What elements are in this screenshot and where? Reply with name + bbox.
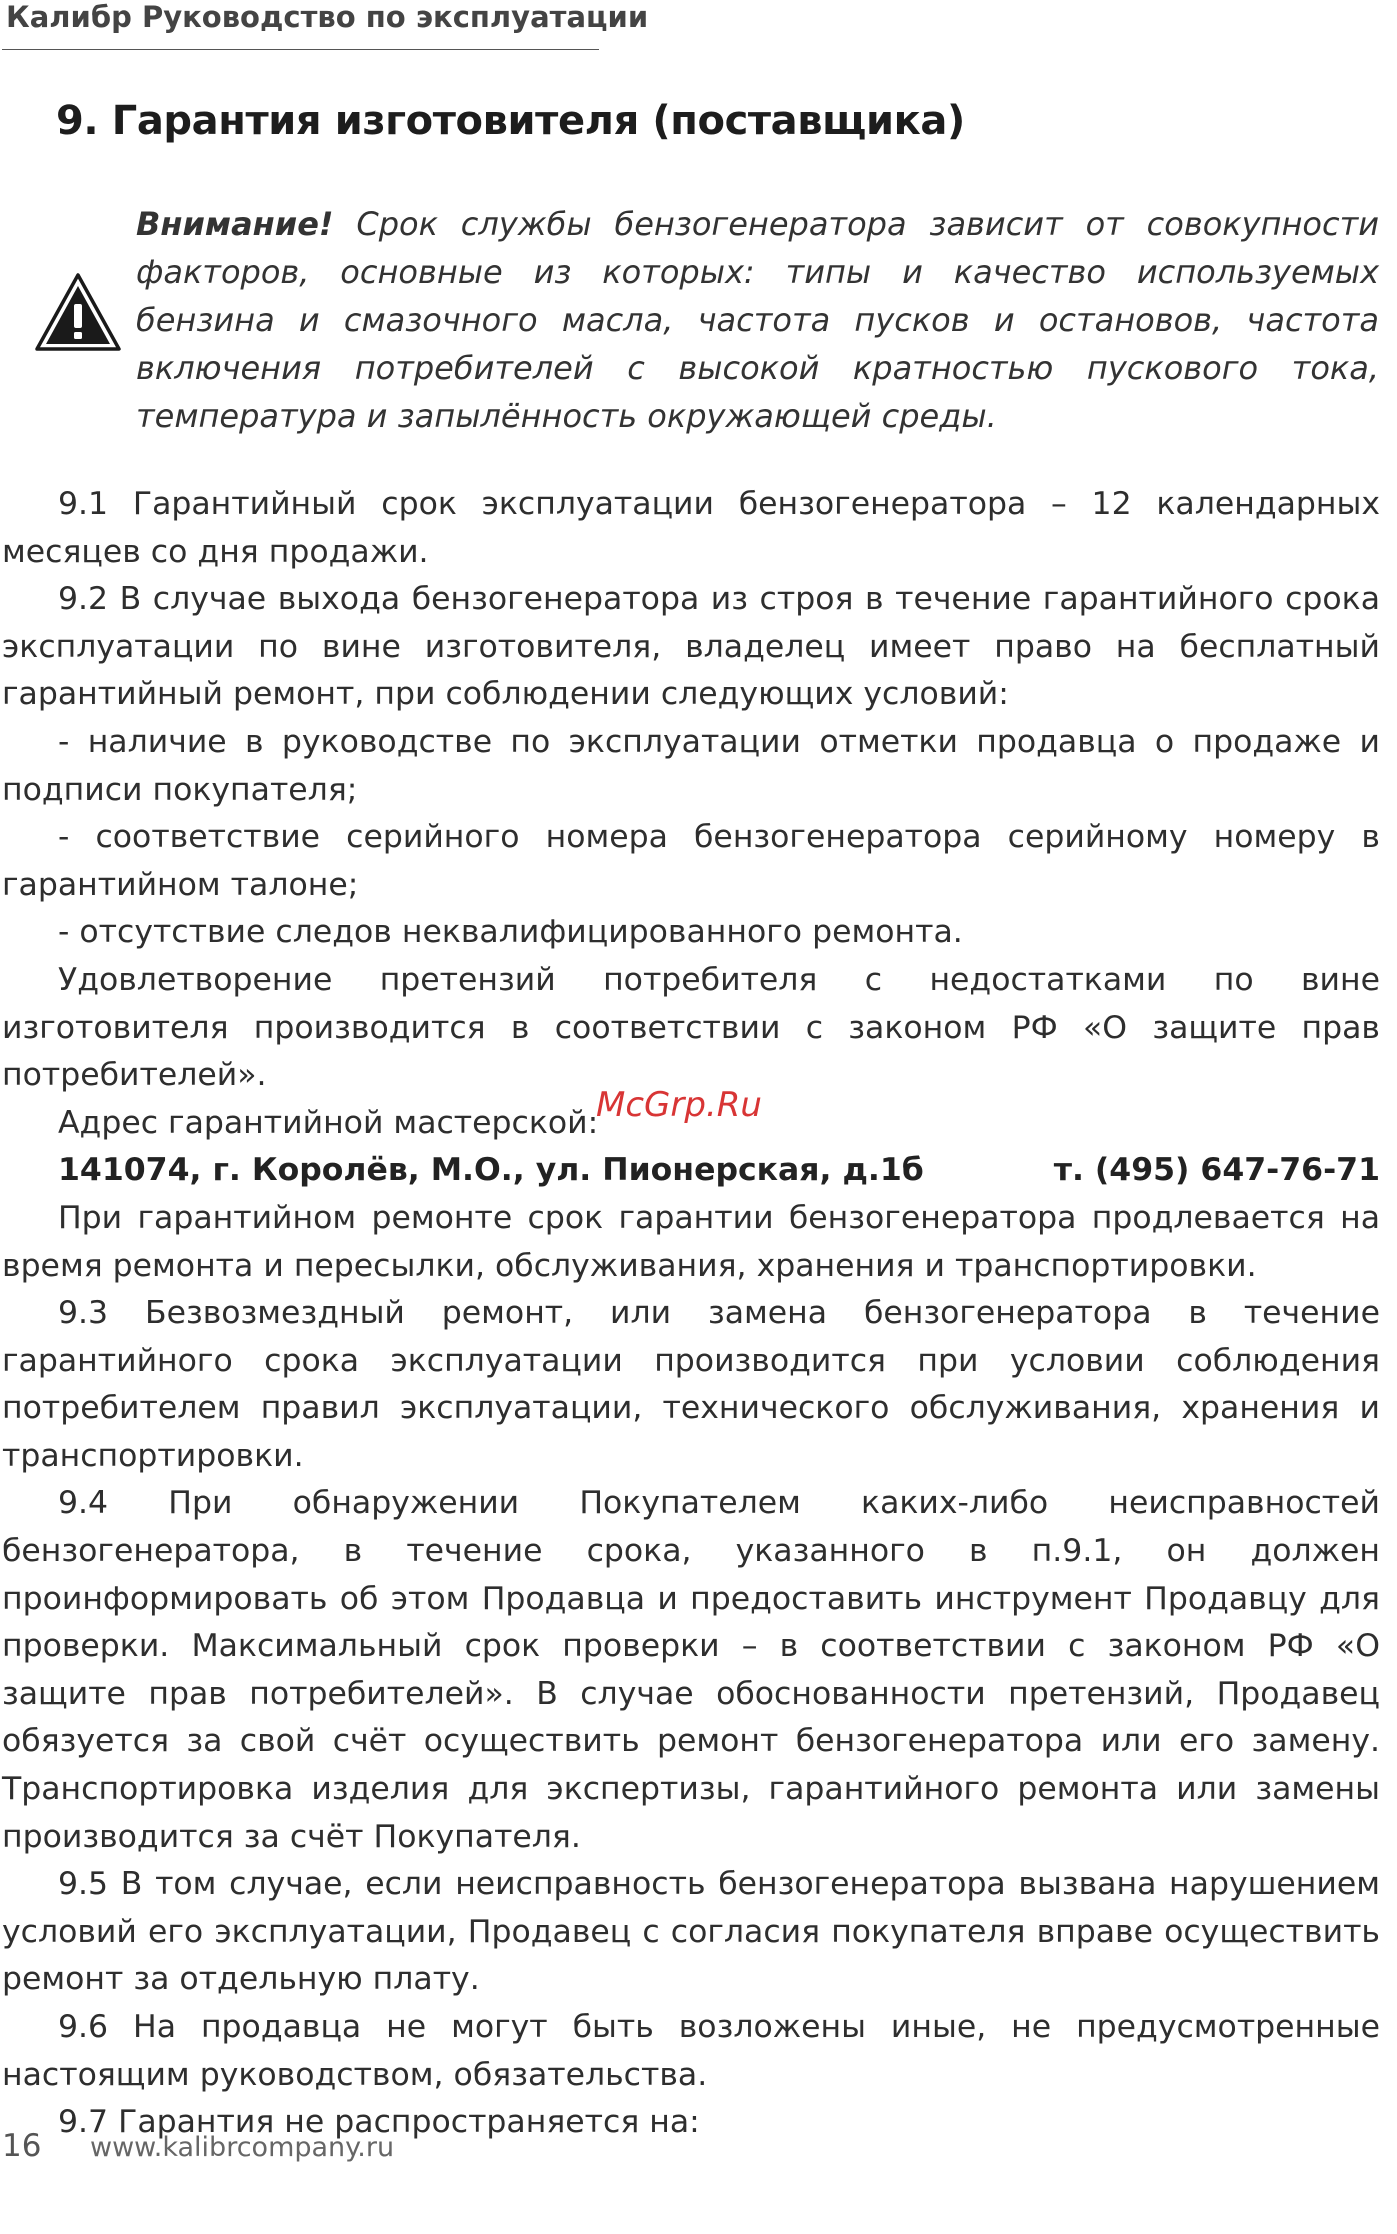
paragraph-9-7: 9.7 Гарантия не распространяется на: [58, 2104, 700, 2141]
paragraph-9-4: 9.4 При обнаружении Покупателем каких-либо неисправностей бензогенератора, в течение срока, указанного в п.9.1, он должен проинформировать об этом Продавца и предоставить инструмент Продавцу для проверки. Максимальный срок проверки – в соответствии с законом РФ «О защите прав потребителей». В случае обоснованности претензий, Продавец обязуется за свой счёт осуществить ремонт бензогенератора или его замену. Транспортировка изделия для экспертизы, гарантийного ремонта или замены производится за счёт Покупателя. [2, 1485, 1380, 1855]
condition-1: - наличие в руководстве по эксплуатации отметки продавца о продаже и подписи покупателя; [2, 723, 1380, 808]
workshop-address-line [2, 1147, 1380, 1195]
warning-triangle-icon [34, 272, 122, 352]
extension-paragraph: При гарантийном ремонте срок гарантии бензогенератора продлевается на время ремонта и пересылки, обслуживания, хранения и транспортировки. [2, 1199, 1380, 1284]
header-rule [2, 49, 599, 50]
workshop-address: 141074, г. Королёв, М.О., ул. Пионерская, д.1б [58, 1152, 924, 1189]
warning-body: Срок службы бензогенератора зависит от совокупности факторов, основные из которых: типы и качество используемых бензина и смазочного масла, частота пусков и остановов, частота включения потребителей с высокой кратностью пускового тока, температура и запылённость окружающей среды. [136, 205, 1379, 435]
running-header: Калибр Руководство по эксплуатации [6, 0, 649, 34]
paragraph-9-1: 9.1 Гарантийный срок эксплуатации бензогенератора – 12 календарных месяцев со дня продажи. [2, 486, 1380, 570]
footer-url[interactable]: www.kalibrcompany.ru [90, 2132, 395, 2163]
section-title: 9. Гарантия изготовителя (поставщика) [56, 98, 965, 144]
paragraph-9-2: 9.2 В случае выхода бензогенератора из строя в течение гарантийного срока эксплуатации по вине изготовителя, владелец имеет право на бесплатный гарантийный ремонт, при соблюдении следующих условий: [2, 581, 1380, 713]
workshop-phone: т. (495) 647-76-71 [1053, 1152, 1380, 1189]
claims-paragraph: Удовлетворение претензий потребителя с недостатками по вине изготовителя производится в соответствии с законом РФ «О защите прав потребителей». [2, 961, 1380, 1094]
condition-2: - соответствие серийного номера бензогенератора серийному номеру в гарантийном талоне; [2, 819, 1380, 903]
paragraph-9-5: 9.5 В том случае, если неисправность бензогенератора вызвана нарушением условий его эксплуатации, Продавец с согласия покупателя вправе осуществить ремонт за отдельную плату. [2, 1866, 1380, 1998]
page-number: 16 [2, 2128, 42, 2164]
paragraph-9-6: 9.6 На продавца не могут быть возложены иные, не предусмотренные настоящим руководством, обязательства. [2, 2009, 1380, 2093]
paragraph-9-3: 9.3 Безвозмездный ремонт, или замена бензогенератора в течение гарантийного срока эксплуатации производится при условии соблюдения потребителем правил эксплуатации, технического обслуживания, хранения и транспортировки. [2, 1295, 1380, 1474]
warning-lead: Внимание! [136, 205, 334, 243]
workshop-label: Адрес гарантийной мастерской: [58, 1104, 599, 1141]
condition-3: - отсутствие следов неквалифицированного ремонта. [58, 914, 963, 951]
warning-note [136, 200, 1379, 440]
watermark: McGrp.Ru [596, 1085, 762, 1125]
warranty-body [2, 481, 1380, 2147]
